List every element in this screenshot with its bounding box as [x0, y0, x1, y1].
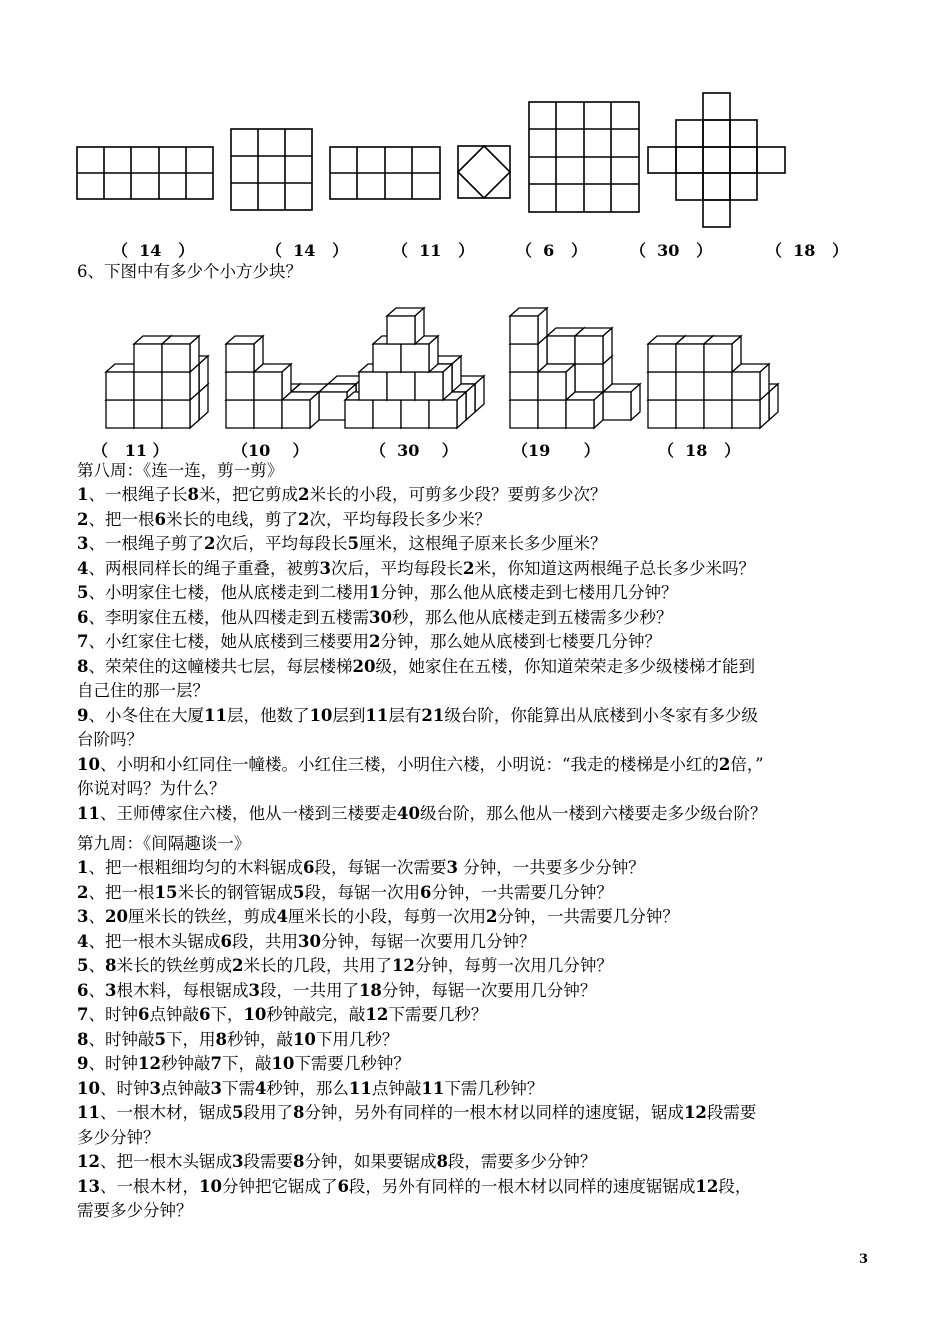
- cube-answer-3: （ 30 ）: [370, 441, 458, 460]
- grid-answer-1: （ 14 ）: [112, 241, 195, 260]
- cube-stack-3: [345, 308, 484, 428]
- week9-line: 11、一根木材，锯成5段用了8分钟，另外有同样的一根木材以同样的速度锯，锯成12段需要: [77, 1103, 757, 1122]
- grid-answer-4: （ 6 ）: [516, 241, 587, 260]
- grid-figure-4: [529, 102, 639, 212]
- figures-area: [0, 0, 950, 440]
- week8-line: 8、荣荣住的这幢楼共七层，每层楼梯20级，她家住在五楼，你知道荣荣走多少级楼梯才能到: [77, 656, 755, 676]
- week9-line: 7、时钟6点钟敲6下，10秒钟敲完，敲12下需要几秒？: [77, 1005, 488, 1024]
- week8-line: 1、一根绳子长8米，把它剪成2米长的小段，可剪多少段？要剪多少次？: [77, 485, 607, 504]
- week8-line: 5、小明家住七楼，他从底楼走到二楼用1分钟，那么他从底楼走到七楼用几分钟？: [77, 583, 678, 602]
- cube-answer-1: （ 11 ）: [92, 441, 169, 460]
- week8-line: 你说对吗？为什么？: [77, 779, 226, 798]
- week9-line: 5、8米长的铁丝剪成2米长的几段，共用了12分钟，每剪一次用几分钟？: [77, 956, 613, 975]
- week9-line: 12、把一根木头锯成3段需要8分钟，如果要锯成8段，需要多少分钟？: [77, 1152, 597, 1171]
- week9-line: 6、3根木料，每根锯成3段，一共用了18分钟，每锯一次要用几分钟？: [77, 980, 597, 1000]
- week9-line: 2、把一根15米长的钢管锯成5段，每锯一次用6分钟，一共需要几分钟？: [77, 882, 613, 902]
- week8-line: 6、李明家住五楼，他从四楼走到五楼需30秒，那么他从底楼走到五楼需多少秒？: [77, 607, 673, 627]
- week8-line: 自己住的那一层？: [77, 681, 209, 700]
- week8-line: 9、小冬住在大厦11层，他数了10层到11层有21级台阶，你能算出从底楼到小冬家有多少级: [77, 705, 758, 725]
- week8-line: 台阶吗？: [77, 730, 143, 749]
- week9-line: 4、把一根木头锯成6段，共用30分钟，每锯一次要用几分钟？: [77, 931, 536, 951]
- page-number: 3: [858, 1252, 868, 1267]
- cube-stack-1: [106, 336, 208, 428]
- cube-answer-4: （19 ）: [512, 441, 600, 460]
- question-6-title: 6、下图中有多少个小方少块？: [77, 262, 302, 281]
- week8-line: 10、小明和小红同住一幢楼。小红住三楼，小明住六楼，小明说：“我走的楼梯是小红的2倍，”: [77, 754, 764, 774]
- week9-line: 10、时钟3点钟敲3下需4秒钟，那么11点钟敲11下需几秒钟？: [77, 1078, 544, 1098]
- week8-line: 7、小红家住七楼，她从底楼到三楼要用2分钟，那么她从底楼到七楼要几分钟？: [77, 632, 661, 651]
- week9-line: 8、时钟敲5下，用8秒钟，敲10下用几秒？: [77, 1029, 399, 1049]
- cross-grid-figure: [648, 93, 785, 227]
- grid-answer-2: （ 14 ）: [266, 241, 349, 260]
- grid-figure-3: [330, 147, 440, 199]
- week8-line: 3、一根绳子剪了2次后，平均每段长5厘米，这根绳子原来长多少厘米？: [77, 534, 607, 553]
- cube-stack-5: [648, 336, 778, 428]
- grid-figure-1: [77, 147, 213, 199]
- week9-line: 3、20厘米长的铁丝，剪成4厘米长的小段，每剪一次用2分钟，一共需要几分钟？: [77, 907, 679, 926]
- cube-stack-2: [226, 336, 365, 428]
- week9-line: 多少分钟？: [77, 1127, 160, 1147]
- diamond-square-figure: [458, 146, 510, 198]
- grid-answer-3: （ 11 ）: [392, 241, 475, 260]
- week8-title: 第八周：《连一连，剪一剪》: [77, 461, 284, 480]
- week8-line: 11、王师傅家住六楼，他从一楼到三楼要走40级台阶，那么他从一楼到六楼要走多少级台阶？: [77, 803, 767, 823]
- week9-line: 需要多少分钟？: [77, 1201, 193, 1220]
- grid-answer-6: （ 18 ）: [766, 241, 849, 260]
- cube-answer-5: （ 18 ）: [658, 441, 741, 460]
- grid-figure-2: [231, 129, 312, 210]
- grid-answer-5: （ 30 ）: [630, 241, 713, 260]
- week9-title: 第九周：《间隔趣谈一》: [77, 834, 251, 853]
- week8-line: 4、两根同样长的绳子重叠，被剪3次后，平均每段长2米，你知道这两根绳子总长多少米吗？: [77, 558, 755, 578]
- cube-answer-2: （10 ）: [232, 441, 309, 460]
- week9-line: 13、一根木材，10分钟把它锯成了6段，另外有同样的一根木材以同样的速度锯锯成12段，: [77, 1176, 752, 1196]
- cube-stack-4: [510, 308, 640, 428]
- week9-line: 9、时钟12秒钟敲7下，敲10下需要几秒钟？: [77, 1054, 410, 1073]
- week9-line: 1、把一根粗细均匀的木料锯成6段，每锯一次需要3 分钟，一共要多少分钟？: [77, 858, 645, 877]
- week8-line: 2、把一根6米长的电线，剪了2次，平均每段长多少米？: [77, 509, 491, 529]
